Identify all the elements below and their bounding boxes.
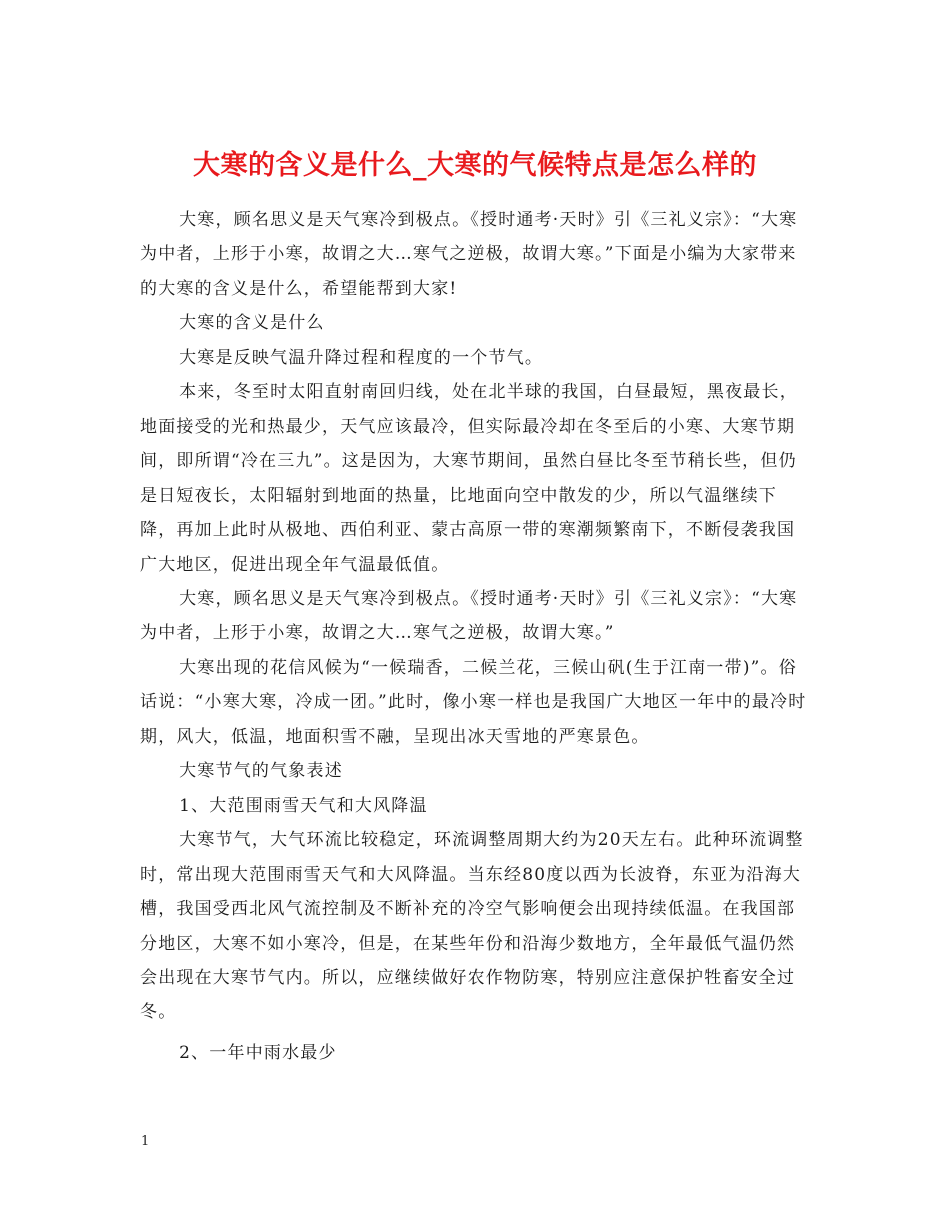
paragraph-circulation: 大寒节气，大气环流比较稳定，环流调整周期大约为20天左右。此种环流调整时，常出现大范围雨雪天气和大风降温。当东经80度以西为长波脊，东亚为沿海大槽，我国受西北风气流控制及不断补充的冷空气影响便会出现持续低温。在我国部分地区，大寒不如小寒冷，但是，在某些年份和沿海少数地方，全年最低气温仍然会出现在大寒节气内。所以，应继续做好农作物防寒，特别应注意保护牲畜安全过冬。 (140, 830, 804, 1023)
subheading-snow-wind: 1、大范围雨雪天气和大风降温 (179, 795, 428, 816)
heading-weather: 大寒节气的气象表述 (179, 761, 343, 782)
paragraph-definition: 大寒是反映气温升降过程和程度的一个节气。 (179, 347, 544, 368)
document-body (140, 203, 812, 1070)
paragraph-intro: 大寒，顾名思义是天气寒冷到极点。《授时通考·天时》引《三礼义宗》：“大寒为中者，上形于小寒，故谓之大…寒气之逆极，故谓大寒。”下面是小编为大家带来的大寒的含义是什么，希望能帮到大家! (140, 210, 798, 299)
document-title: 大寒的含义是什么_大寒的气候特点是怎么样的 (193, 150, 757, 182)
paragraph-explanation: 本来，冬至时太阳直射南回归线，处在北半球的我国，白昼最短，黑夜最长，地面接受的光和热最少，天气应该最冷，但实际最冷却在冬至后的小寒、大寒节期间，即所谓“冷在三九”。这是因为，大寒节期间，虽然白昼比冬至节稍长些，但仍是日短夜长，太阳辐射到地面的热量，比地面向空中散发的少，所以气温继续下降，再加上此时从极地、西伯利亚、蒙古高原一带的寒潮频繁南下，不断侵袭我国广大地区，促进出现全年气温最低值。 (140, 382, 798, 575)
heading-meaning: 大寒的含义是什么 (179, 313, 325, 334)
paragraph-flower-wind: 大寒出现的花信风候为“一候瑞香，二候兰花，三候山矾(生于江南一带)”。俗话说：“小寒大寒，冷成一团。”此时，像小寒一样也是我国广大地区一年中的最冷时期，风大，低温，地面积雪不融，呈现出冰天雪地的严寒景色。 (140, 657, 807, 747)
page-number: 1 (141, 1134, 150, 1149)
paragraph-quote: 大寒，顾名思义是天气寒冷到极点。《授时通考·天时》引《三礼义宗》：“大寒为中者，上形于小寒，故谓之大…寒气之逆极，故谓大寒。” (140, 588, 798, 644)
subheading-least-rain: 2、一年中雨水最少 (179, 1042, 337, 1063)
